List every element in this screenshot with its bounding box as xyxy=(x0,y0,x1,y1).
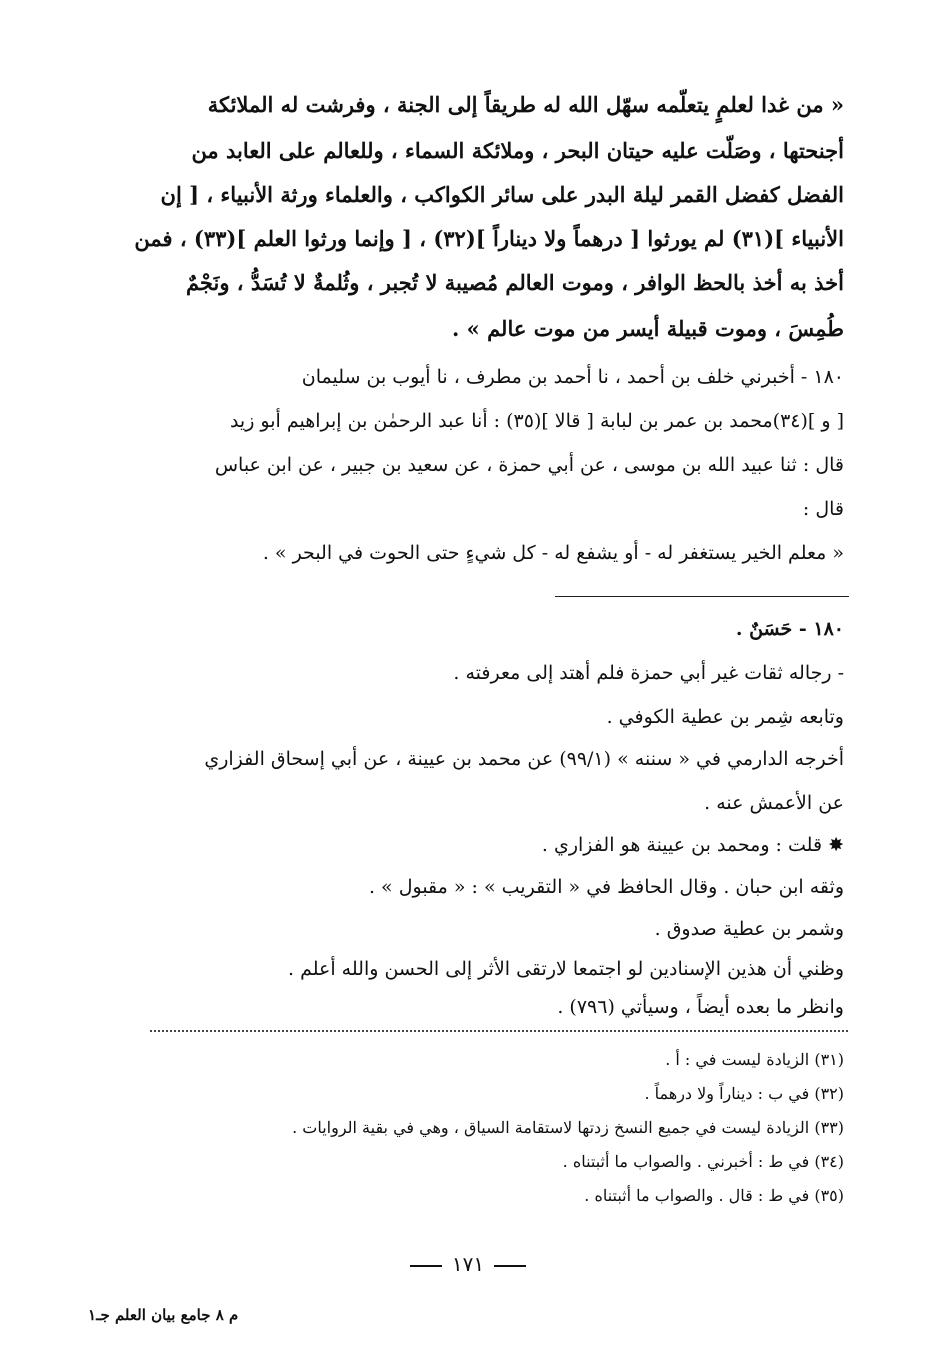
footnote-separator xyxy=(150,1030,848,1032)
page-number-text: ١٧١ xyxy=(451,1252,485,1276)
hadith-line-5: أخذ به أخذ بالحظ الوافر ، وموت العالم مُصيبة لا تُجبر ، وثُلمةٌ لا تُسَدُّ ، ونَجْمٌ xyxy=(185,270,844,295)
commentary-line-5: ✸ قلت : ومحمد بن عيينة هو الفزاري . xyxy=(541,834,844,856)
hadith-line-1: « من غدا لعلمٍ يتعلّمه سهّل الله له طريقاً إلى الجنة ، وفرشت له الملائكة xyxy=(207,92,844,117)
commentary-line-7: وشمر بن عطية صدوق . xyxy=(654,918,844,940)
page-number xyxy=(0,1252,936,1276)
footnote-32: (٣٢) في ب : ديناراً ولا درهماً . xyxy=(644,1084,844,1103)
commentary-line-2: وتابعه شِمر بن عطية الكوفي . xyxy=(606,706,844,728)
isnad-line-2: [ و ](٣٤)محمد بن عمر بن لبابة [ قالا ](٣٥) : أنا عبد الرحمٰن بن إبراهيم أبو زيد xyxy=(229,410,844,432)
hadith-line-3: الفضل كفضل القمر ليلة البدر على سائر الكواكب ، والعلماء ورثة الأنبياء ، [ إن xyxy=(160,182,844,207)
footnote-33: (٣٣) الزيادة ليست في جميع النسخ زدتها لاستقامة السياق ، وهي في بقية الروايات . xyxy=(292,1118,844,1137)
hadith-line-6: طُمِسَ ، وموت قبيلة أيسر من موت عالم » . xyxy=(452,316,844,341)
commentary-line-1: - رجاله ثقات غير أبي حمزة فلم أهتد إلى معرفته . xyxy=(453,662,844,684)
commentary-line-8: وظني أن هذين الإسنادين لو اجتمعا لارتقى الأثر إلى الحسن والله أعلم . xyxy=(288,958,844,980)
page-number-dash-right xyxy=(494,1265,526,1267)
footnote-31: (٣١) الزيادة ليست في : أ . xyxy=(665,1050,844,1069)
hadith-line-2: أجنحتها ، وصَلّت عليه حيتان البحر ، وملائكة السماء ، وللعالم على العابد من xyxy=(191,138,844,163)
book-signature: م ٨ جامع بيان العلم جـ١ xyxy=(88,1306,239,1324)
commentary-line-6: وثقه ابن حبان . وقال الحافظ في « التقريب » : « مقبول » . xyxy=(368,876,844,898)
footnote-34: (٣٤) في ط : أخبرني . والصواب ما أثبتناه . xyxy=(562,1152,844,1171)
isnad-line-4: قال : xyxy=(802,498,844,520)
isnad-line-5: « معلم الخير يستغفر له - أو يشفع له - كل شيءٍ حتى الحوت في البحر » . xyxy=(262,542,844,564)
commentary-line-4: عن الأعمش عنه . xyxy=(704,792,844,814)
commentary-line-3: أخرجه الدارمي في « سننه » (٩٩/١) عن محمد بن عيينة ، عن أبي إسحاق الفزاري xyxy=(204,748,844,770)
commentary-line-9: وانظر ما بعده أيضاً ، وسيأتي (٧٩٦) . xyxy=(557,996,844,1018)
footnote-35: (٣٥) في ط : قال . والصواب ما أثبتناه . xyxy=(584,1186,844,1205)
page-number-dash-left xyxy=(410,1265,442,1267)
section-separator xyxy=(555,596,849,597)
commentary-heading: ١٨٠ - حَسَنٌ . xyxy=(735,618,844,640)
hadith-line-4: الأنبياء ](٣١) لم يورثوا [ درهماً ولا ديناراً ](٣٢) ، [ وإنما ورثوا العلم ](٣٣) ، فمن xyxy=(134,226,844,251)
isnad-line-3: قال : ثنا عبيد الله بن موسى ، عن أبي حمزة ، عن سعيد بن جبير ، عن ابن عباس xyxy=(214,454,844,476)
isnad-line-1: ١٨٠ - أخبرني خلف بن أحمد ، نا أحمد بن مطرف ، نا أيوب بن سليمان xyxy=(301,366,844,388)
